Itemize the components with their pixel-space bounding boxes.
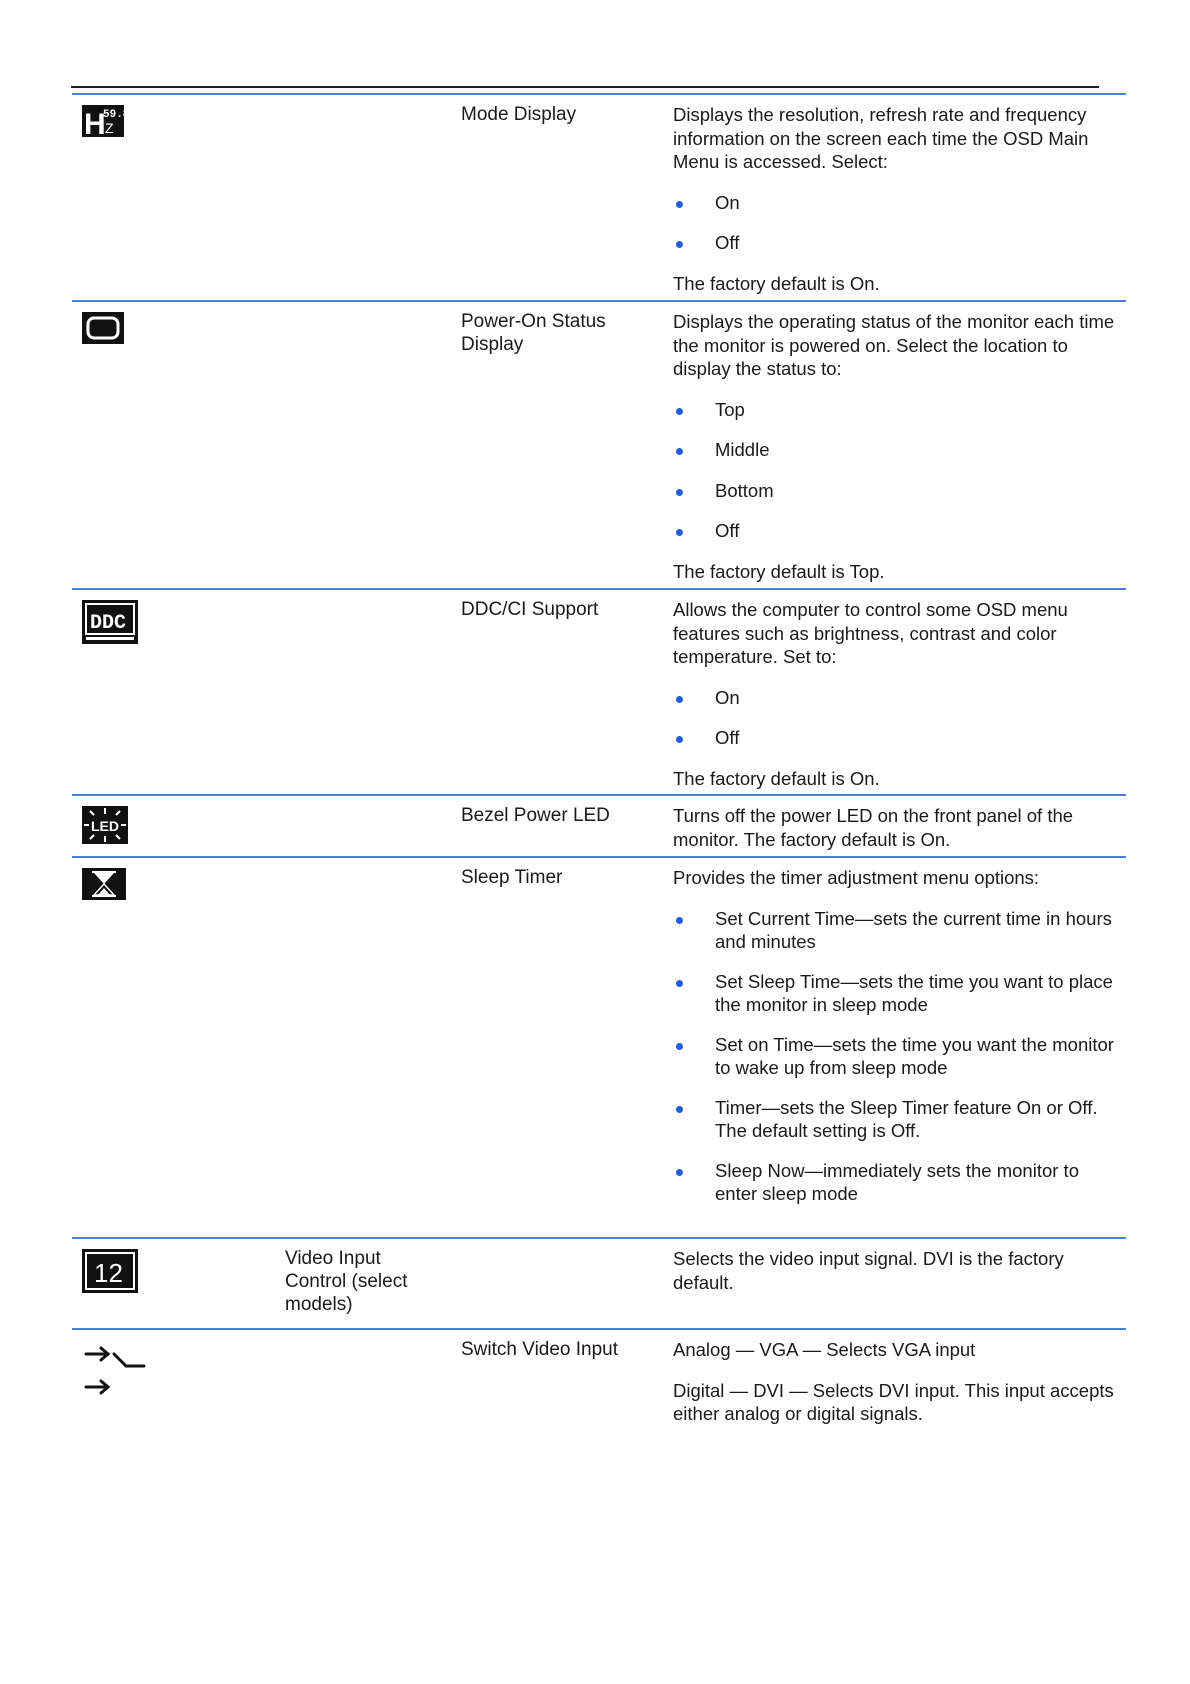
setting-name: Power-On Status Display	[461, 311, 606, 355]
hz-frequency-icon	[82, 105, 130, 141]
table-row-ddc-ci	[72, 588, 1126, 794]
osd-menu-table	[72, 93, 1126, 1440]
setting-description	[673, 1338, 1125, 1426]
list-item: Bottom	[673, 479, 1125, 503]
description-text: Displays the resolution, refresh rate and frequency information on the screen each time the OSD Main Menu is accessed. Select:	[673, 104, 1089, 172]
options-list	[673, 907, 1125, 1206]
description-text: Displays the operating status of the monitor each time the monitor is powered on. Select the location to display the status to:	[673, 311, 1115, 379]
setting-description	[673, 1247, 1125, 1294]
table-row-mode-display	[72, 93, 1126, 300]
setting-name: Mode Display	[461, 104, 577, 125]
list-item: Set Sleep Time—sets the time you want to place the monitor in sleep mode	[673, 970, 1125, 1017]
power-on-status-icon	[82, 312, 124, 344]
ddc-icon	[82, 600, 138, 644]
svg-text:DDC: DDC	[90, 612, 127, 635]
description-text: Analog — VGA — Selects VGA input	[673, 1339, 976, 1360]
description-text: Selects the video input signal. DVI is the factory default.	[673, 1248, 1064, 1293]
factory-default-text: The factory default is Top.	[673, 560, 885, 582]
list-item: Off	[673, 519, 1125, 543]
svg-text:12: 12	[94, 1258, 123, 1288]
table-row-bezel-led	[72, 794, 1126, 856]
factory-default-text: The factory default is On.	[673, 272, 880, 294]
description-text: Digital — DVI — Selects DVI input. This input accepts either analog or digital signals.	[673, 1379, 1114, 1424]
list-item: Timer—sets the Sleep Timer feature On or Off. The default setting is Off.	[673, 1096, 1125, 1143]
list-item: Middle	[673, 438, 1125, 462]
setting-name: Switch Video Input	[461, 1339, 619, 1360]
factory-default-text: The factory default is On.	[673, 767, 880, 789]
table-row-sleep-timer	[72, 856, 1126, 1237]
setting-description	[673, 310, 1125, 583]
table-row-power-on-status	[72, 300, 1126, 588]
list-item: Top	[673, 398, 1125, 422]
options-list	[673, 398, 1125, 543]
svg-text:59.8: 59.8	[103, 109, 130, 121]
list-item: Set on Time—sets the time you want the monitor to wake up from sleep mode	[673, 1033, 1125, 1080]
table-row-switch-video-input	[72, 1328, 1126, 1440]
list-item: Off	[673, 231, 1125, 255]
list-item: Off	[673, 726, 1125, 750]
switch-input-icon	[82, 1340, 150, 1400]
description-text: Provides the timer adjustment menu options:	[673, 867, 1040, 888]
svg-text:H: H	[84, 108, 106, 141]
description-text: Allows the computer to control some OSD menu features such as brightness, contrast and color temperature. Set to:	[673, 599, 1068, 667]
table-row-video-input-control	[72, 1237, 1126, 1328]
options-list	[673, 686, 1125, 750]
category-name: Video Input Control (select models)	[285, 1248, 408, 1315]
list-item: Sleep Now—immediately sets the monitor to enter sleep mode	[673, 1159, 1125, 1206]
options-list	[673, 191, 1125, 255]
setting-name: Sleep Timer	[461, 867, 563, 888]
page-header-rule	[71, 86, 1099, 88]
setting-description	[673, 804, 1125, 851]
setting-name: DDC/CI Support	[461, 599, 599, 620]
list-item: On	[673, 686, 1125, 710]
led-icon	[82, 806, 128, 844]
hourglass-icon	[82, 868, 126, 900]
list-item: Set Current Time—sets the current time in hours and minutes	[673, 907, 1125, 954]
setting-description	[673, 598, 1125, 790]
svg-text:Z: Z	[105, 120, 114, 136]
setting-description	[673, 866, 1125, 1206]
video-input-icon	[82, 1249, 138, 1293]
description-text: Turns off the power LED on the front panel of the monitor. The factory default is On.	[673, 805, 1074, 850]
setting-name: Bezel Power LED	[461, 805, 610, 826]
setting-description	[673, 103, 1125, 295]
list-item: On	[673, 191, 1125, 215]
svg-text:LED: LED	[91, 818, 119, 834]
